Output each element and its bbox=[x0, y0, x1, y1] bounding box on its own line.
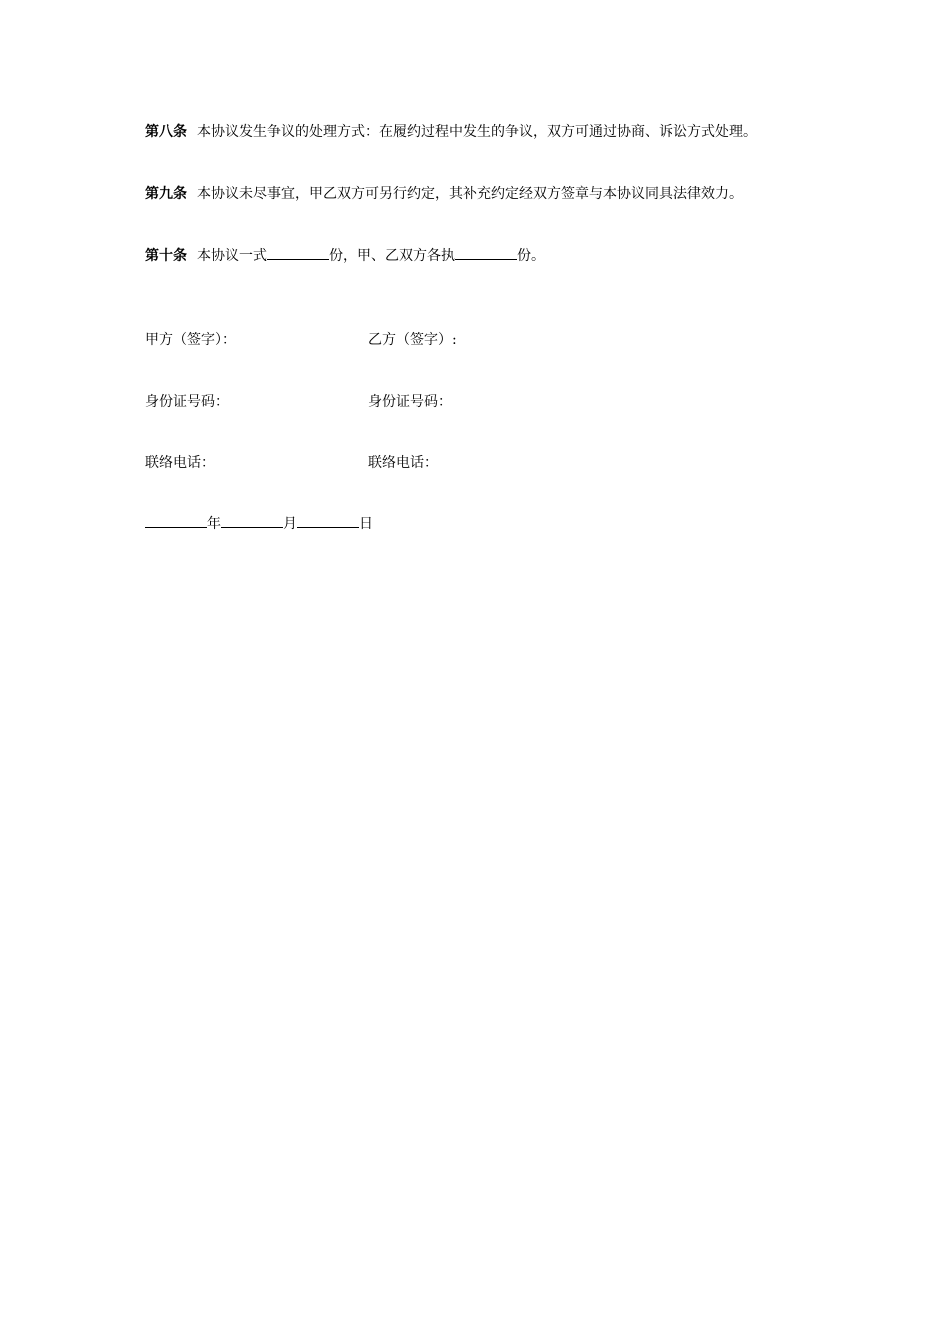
clause-text-middle: 份，甲、乙双方各执 bbox=[329, 248, 455, 264]
clause-text-after: 份。 bbox=[517, 248, 545, 264]
clause-9 bbox=[145, 184, 743, 204]
clause-number: 第十条 bbox=[145, 248, 187, 264]
month-blank bbox=[221, 513, 283, 528]
party-a-phone-label: 联络电话： bbox=[145, 455, 215, 471]
party-b-phone-label: 联络电话： bbox=[368, 455, 438, 471]
year-label: 年 bbox=[207, 516, 221, 532]
copies-total-blank bbox=[267, 245, 329, 260]
party-b-id-label: 身份证号码： bbox=[368, 394, 452, 410]
clause-text: 本协议未尽事宜，甲乙双方可另行约定，其补充约定经双方签章与本协议同具法律效力。 bbox=[197, 186, 743, 202]
copies-each-blank bbox=[455, 245, 517, 260]
party-a-id-label: 身份证号码： bbox=[145, 394, 229, 410]
clause-8 bbox=[145, 122, 757, 142]
month-label: 月 bbox=[283, 516, 297, 532]
date-line bbox=[145, 513, 373, 534]
clause-number: 第九条 bbox=[145, 186, 187, 202]
year-blank bbox=[145, 513, 207, 528]
party-a-signature-label: 甲方（签字）： bbox=[145, 332, 236, 348]
clause-text-before: 本协议一式 bbox=[197, 248, 267, 264]
day-label: 日 bbox=[359, 516, 373, 532]
clause-number: 第八条 bbox=[145, 124, 187, 140]
day-blank bbox=[297, 513, 359, 528]
party-b-signature-label: 乙方（签字）: bbox=[368, 332, 457, 348]
clause-10 bbox=[145, 245, 545, 266]
clause-text: 本协议发生争议的处理方式：在履约过程中发生的争议，双方可通过协商、诉讼方式处理。 bbox=[197, 124, 757, 140]
